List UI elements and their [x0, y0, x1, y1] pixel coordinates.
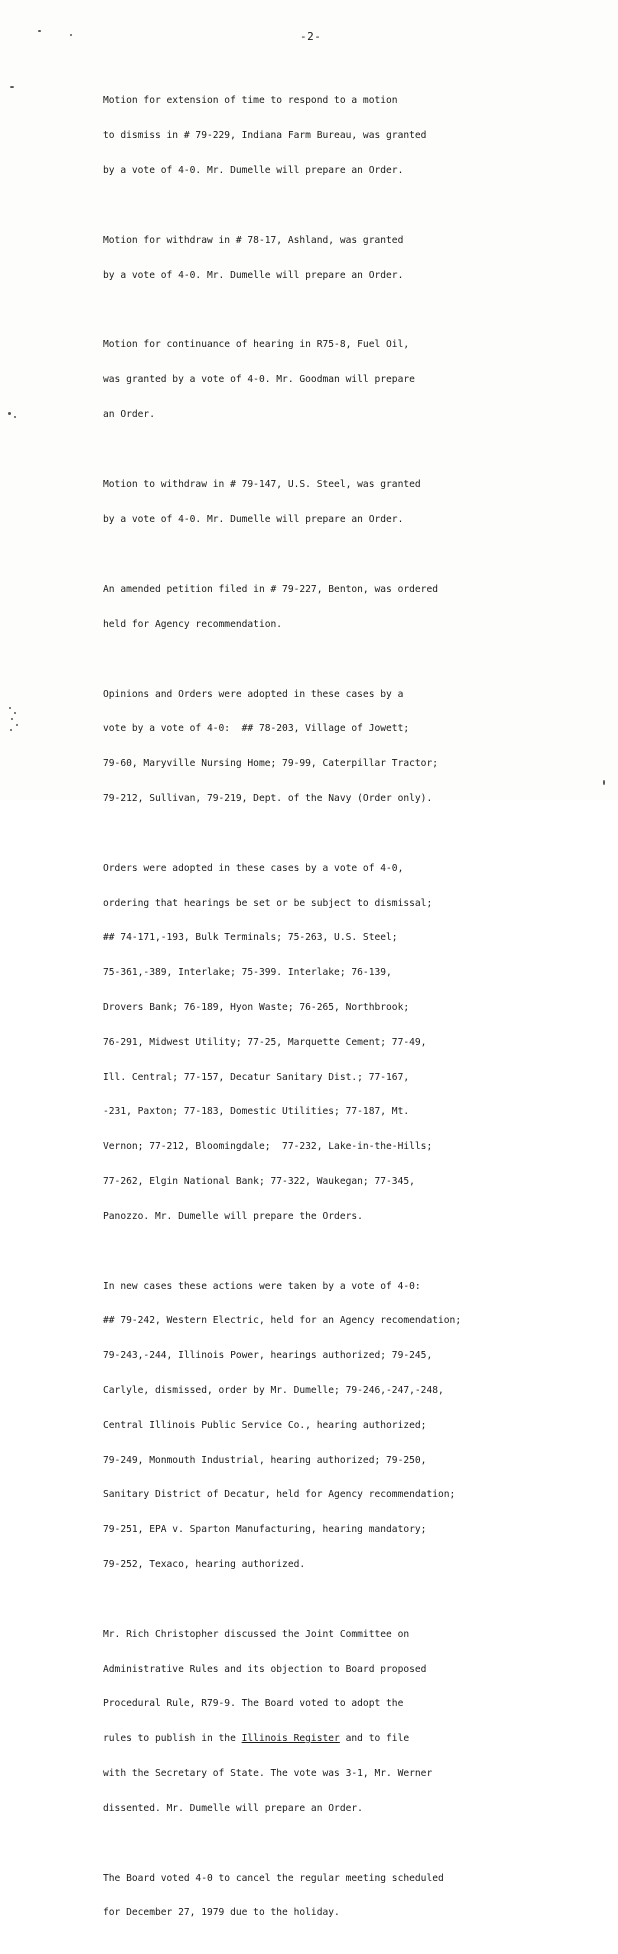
- paragraph-cancel-meeting: [103, 1850, 553, 1943]
- text-line: ## 74-171,-193, Bulk Terminals; 75-263, U.S. Steel;: [103, 932, 398, 944]
- text-line: by a vote of 4-0. Mr. Dumelle will prepare an Order.: [103, 513, 404, 525]
- page-number: -2-: [300, 30, 322, 43]
- text-line: held for Agency recommendation.: [103, 618, 283, 630]
- paragraph-opinions-orders: [103, 665, 553, 827]
- text-line: The Board voted 4-0 to cancel the regular meeting scheduled: [103, 1872, 444, 1884]
- scan-speck: [38, 30, 41, 32]
- paragraph-continuance-r75-8: [103, 316, 553, 444]
- text-line: 79-251, EPA v. Sparton Manufacturing, hearing mandatory;: [103, 1524, 427, 1536]
- text-line: Ill. Central; 77-157, Decatur Sanitary Dist.; 77-167,: [103, 1071, 410, 1083]
- text-line: [103, 1733, 553, 1745]
- text-line: 75-361,-389, Interlake; 75-399. Interlake; 76-139,: [103, 967, 392, 979]
- scan-speck: [10, 729, 12, 731]
- text-line: by a vote of 4-0. Mr. Dumelle will prepare an Order.: [103, 269, 404, 281]
- text-line: Panozzo. Mr. Dumelle will prepare the Orders.: [103, 1210, 363, 1222]
- text-run: and to file: [339, 1733, 410, 1745]
- text-line: 79-252, Texaco, hearing authorized.: [103, 1558, 306, 1570]
- scan-speck: [14, 416, 16, 418]
- text-line: 77-262, Elgin National Bank; 77-322, Waukegan; 77-345,: [103, 1175, 415, 1187]
- text-line: Drovers Bank; 76-189, Hyon Waste; 76-265, Northbrook;: [103, 1001, 410, 1013]
- paragraph-withdraw-79-147: [103, 456, 553, 549]
- text-line: 76-291, Midwest Utility; 77-25, Marquette Cement; 77-49,: [103, 1036, 427, 1048]
- paragraph-withdraw-78-17: [103, 212, 553, 305]
- scan-speck: [14, 712, 16, 714]
- scan-speck: [9, 707, 11, 709]
- text-line: Motion for continuance of hearing in R75-8, Fuel Oil,: [103, 339, 410, 351]
- paragraph-amended-petition: [103, 561, 553, 654]
- text-line: Sanitary District of Decatur, held for Agency recommendation;: [103, 1489, 456, 1501]
- text-line: an Order.: [103, 409, 155, 421]
- paragraph-procedural-rule: [103, 1606, 553, 1838]
- text-line: In new cases these actions were taken by a vote of 4-0:: [103, 1280, 421, 1292]
- text-line: ordering that hearings be set or be subject to dismissal;: [103, 897, 433, 909]
- scan-speck: [11, 718, 13, 720]
- paragraph-motion-79-229: [103, 72, 553, 200]
- text-line: to dismiss in # 79-229, Indiana Farm Bureau, was granted: [103, 129, 427, 141]
- text-line: by a vote of 4-0. Mr. Dumelle will prepare an Order.: [103, 164, 404, 176]
- text-line: An amended petition filed in # 79-227, Benton, was ordered: [103, 583, 439, 595]
- text-line: Opinions and Orders were adopted in these cases by a: [103, 688, 404, 700]
- text-line: 79-60, Maryville Nursing Home; 79-99, Caterpillar Tractor;: [103, 758, 439, 770]
- text-line: Mr. Rich Christopher discussed the Joint Committee on: [103, 1628, 410, 1640]
- text-line: Central Illinois Public Service Co., hearing authorized;: [103, 1419, 427, 1431]
- scan-speck: [10, 86, 14, 88]
- text-line: -231, Paxton; 77-183, Domestic Utilities; 77-187, Mt.: [103, 1106, 410, 1118]
- text-line: Carlyle, dismissed, order by Mr. Dumelle; 79-246,-247,-248,: [103, 1384, 444, 1396]
- paragraph-orders-hearings: [103, 840, 553, 1246]
- text-line: Orders were adopted in these cases by a vote of 4-0,: [103, 862, 404, 874]
- text-line: Procedural Rule, R79-9. The Board voted to adopt the: [103, 1698, 404, 1710]
- text-line: Motion to withdraw in # 79-147, U.S. Steel, was granted: [103, 479, 421, 490]
- text-line: was granted by a vote of 4-0. Mr. Goodman will prepare: [103, 374, 415, 386]
- text-line: 79-212, Sullivan, 79-219, Dept. of the Navy (Order only).: [103, 792, 433, 804]
- text-line: with the Secretary of State. The vote was 3-1, Mr. Werner: [103, 1767, 433, 1779]
- text-run: rules to publish in the: [103, 1733, 242, 1745]
- minutes-body: [103, 72, 553, 1954]
- text-line: Vernon; 77-212, Bloomingdale; 77-232, Lake-in-the-Hills;: [103, 1141, 433, 1153]
- scan-speck: [8, 412, 11, 415]
- text-line: for December 27, 1979 due to the holiday.: [103, 1907, 340, 1919]
- text-line: Motion for extension of time to respond to a motion: [103, 95, 398, 107]
- text-line: ## 79-242, Western Electric, held for an Agency recomendation;: [103, 1315, 462, 1327]
- text-line: 79-249, Monmouth Industrial, hearing authorized; 79-250,: [103, 1454, 427, 1466]
- text-line: Motion for withdraw in # 78-17, Ashland, was granted: [103, 234, 404, 246]
- text-line: dissented. Mr. Dumelle will prepare an Order.: [103, 1802, 363, 1814]
- text-line: vote by a vote of 4-0: ## 78-203, Village of Jowett;: [103, 723, 410, 735]
- paragraph-new-cases: [103, 1257, 553, 1593]
- publication-title: Illinois Register: [241, 1733, 340, 1745]
- scan-speck: [16, 724, 18, 726]
- text-line: Administrative Rules and its objection to Board proposed: [103, 1663, 427, 1675]
- scan-speck: [603, 780, 605, 785]
- scan-speck: [70, 34, 72, 36]
- text-line: 79-243,-244, Illinois Power, hearings authorized; 79-245,: [103, 1350, 433, 1362]
